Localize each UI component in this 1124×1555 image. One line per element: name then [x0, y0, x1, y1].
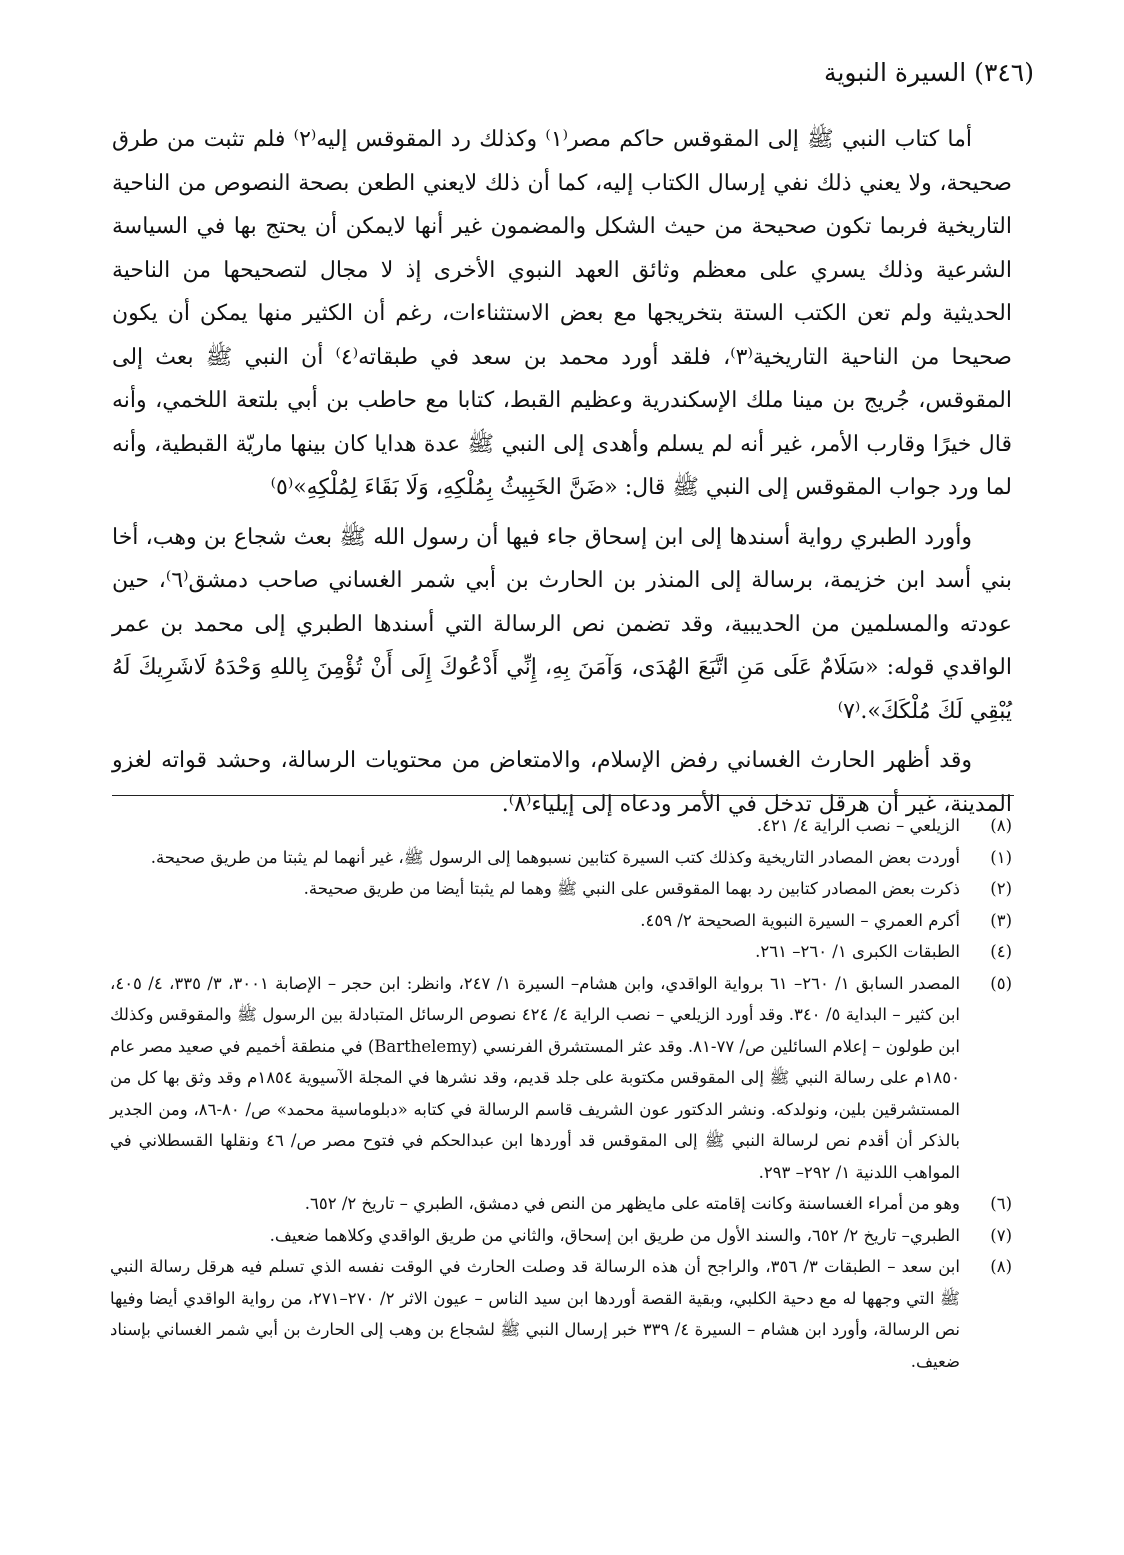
footnote-text: ذكرت بعض المصادر كتابين رد بهما المقوقس على النبي ﷺ وهما لم يثبتا أيضا من طريق صحيحة.: [303, 879, 960, 898]
footnote-number: (٢): [990, 879, 1012, 898]
footnote-number: (٣): [990, 910, 1012, 930]
footnote-number: (٥): [990, 973, 1012, 993]
footnote-divider: [112, 795, 1014, 796]
footnote-text: الطبري– تاريخ ٢/ ٦٥٢، والسند الأول من طريق ابن إسحاق، والثاني من طريق الواقدي وكلاهما ضعيف.: [269, 1225, 960, 1245]
footnote-text: ابن سعد – الطبقات ٣/ ٣٥٦، والراجح أن هذه الرسالة قد وصلت الحارث في الوقت نفسه الذي تسلم فيه هرقل رسالة النبي ﷺ التي وجهها له مع دحية الكلبي، وبقية القصة أوردها ابن سيد الناس – عيون الاثر ٢/ ٢٧٠–٢٧١، من رواية الواقدي أيضا وفيها نص الرسالة، وأورد ابن هشام – السيرة ٤/ ٣٣٩ خبر إرسال النبي ﷺ لشجاع بن وهب إلى الحارث بن أبي شمر الغساني بإسناد ضعيف.: [110, 1257, 960, 1371]
footnote-text: المصدر السابق ١/ ٢٦٠– ٦١ برواية الواقدي، وابن هشام– السيرة ١/ ٢٤٧، وانظر: ابن حجر – الإصابة ٣٠٠١، ٣/ ٣٣٥، ٤/ ٤٠٥، ابن كثير – البداية ٥/ ٣٤٠. وقد أورد الزيلعي – نصب الراية ٤/ ٤٢٤ نصوص الرسائل المتبادلة بين الرسول ﷺ والمقوقس وكذلك ابن طولون – إعلام السائلين ص/ ٧٧-٨١. وقد عثر المستشرق الفرنسي (Barthelemy) في منطقة أخميم في صعيد مصر عام ١٨٥٠م على رسالة النبي ﷺ إلى المقوقس مكتوبة على جلد قديم، وقد نشرها في المجلة الآسيوية ١٨٥٤م وقد وثق بها كل من المستشرقين بلين، ونولدكه. ونشر الدكتور عون الشريف قاسم الرسالة في كتابه «دبلوماسية محمد» ص/ ٨٠-٨٦، ومن الجدير بالذكر أن أقدم نص لرسالة النبي ﷺ إلى المقوقس قد أوردها ابن عبدالحكم في فتوح مصر ص/ ٤٦ ونقلها القسطلاني في المواهب اللدنية ١/ ٢٩٢– ٢٩٣.: [110, 973, 961, 1182]
footnote: [110, 1188, 1012, 1220]
footnote: [110, 1220, 1012, 1252]
footnote-number: (٨): [990, 816, 1012, 835]
footnote-number: (٧): [990, 1225, 1012, 1245]
paragraph-1: أما كتاب النبي ﷺ إلى المقوقس حاكم مصر⁽١⁾ وكذلك رد المقوقس إليه⁽٢⁾ فلم تثبت من طرق صحيحة، ولا يعني ذلك نفي إرسال الكتاب إليه، كما أن ذلك لايعني الطعن بصحة النصوص من الناحية التاريخية فربما تكون صحيحة من حيث الشكل والمضمون غير أنها لايمكن أن يحتج بها في السياسة الشرعية وذلك يسري على معظم وثائق العهد النبوي الأخرى إذ لا مجال لتصحيحها من الناحية الحديثية ولم تعن الكتب الستة بتخريجها مع بعض الاستثناءات، رغم أن الكثير منها يمكن أن يكون صحيحا من الناحية التاريخية⁽٣⁾، فلقد أورد محمد بن سعد في طبقاته⁽٤⁾ أن النبي ﷺ بعث إلى المقوقس، جُريج بن مينا ملك الإسكندرية وعظيم القبط، كتابا مع حاطب بن أبي بلتعة اللخمي، وأنه قال خيرًا وقارب الأمر، غير أنه لم يسلم وأهدى إلى النبي ﷺ عدة هدايا كان بينها ماريّة القبطية، وأنه لما ورد جواب المقوقس إلى النبي ﷺ قال: «ضَنَّ الخَبِيثُ بِمُلْكِهِ، وَلَا بَقَاءَ لِمُلْكِهِ»⁽٥⁾: [112, 127, 1012, 500]
footnote-text: الطبقات الكبرى ١/ ٢٦٠– ٢٦١.: [755, 942, 960, 961]
footnote: [110, 968, 1012, 1189]
running-header: (٣٤٦) السيرة النبوية: [824, 58, 1034, 87]
footnote-number: (٤): [990, 942, 1012, 961]
footnotes: [110, 810, 1012, 1377]
footnote: [110, 905, 1012, 937]
footnote: [110, 842, 1012, 874]
footnote: [110, 810, 1012, 842]
main-text: [112, 118, 1012, 832]
footnote-text: وهو من أمراء الغساسنة وكانت إقامته على مايظهر من النص في دمشق، الطبري – تاريخ ٢/ ٦٥٢.: [304, 1194, 960, 1213]
footnote: [110, 1251, 1012, 1377]
footnote-text: الزيلعي – نصب الراية ٤/ ٤٢١.: [756, 816, 960, 835]
footnote: [110, 936, 1012, 968]
footnote-number: (١): [990, 847, 1012, 867]
footnote: [110, 873, 1012, 905]
footnote-number: (٦): [990, 1194, 1012, 1213]
footnote-text: أكرم العمري – السيرة النبوية الصحيحة ٢/ ٤٥٩.: [640, 910, 960, 930]
paragraph-2: وأورد الطبري رواية أسندها إلى ابن إسحاق جاء فيها أن رسول الله ﷺ بعث شجاع بن وهب، أخا بني أسد ابن خزيمة، برسالة إلى المنذر بن الحارث بن أبي شمر الغساني صاحب دمشق⁽٦⁾، حين عودته والمسلمين من الحديبية، وقد تضمن نص الرسالة التي أسندها الطبري إلى محمد بن عمر الواقدي قوله: «سَلَامٌ عَلَى مَنِ اتَّبَعَ الهُدَى، وَآمَنَ بِهِ، إِنِّي أَدْعُوكَ إِلَى أَنْ تُؤْمِنَ بِاللهِ وَحْدَهُ لَاشَرِيكَ لَهُ يُبْقِي لَكَ مُلْكَكَ».⁽٧⁾: [112, 524, 1013, 724]
footnote-text: أوردت بعض المصادر التاريخية وكذلك كتب السيرة كتابين نسبوهما إلى الرسول ﷺ، غير أنهما لم يثبتا من طريق صحيحة.: [150, 847, 960, 867]
paragraph-3: وقد أظهر الحارث الغساني رفض الإسلام، والامتعاض من محتويات الرسالة، وحشد قواته لغزو المدينة، غير أن هرقل تدخل في الأمر ودعاه إلى إيلياء⁽٨⁾.: [112, 748, 1012, 817]
footnote-number: (٨): [990, 1257, 1012, 1276]
